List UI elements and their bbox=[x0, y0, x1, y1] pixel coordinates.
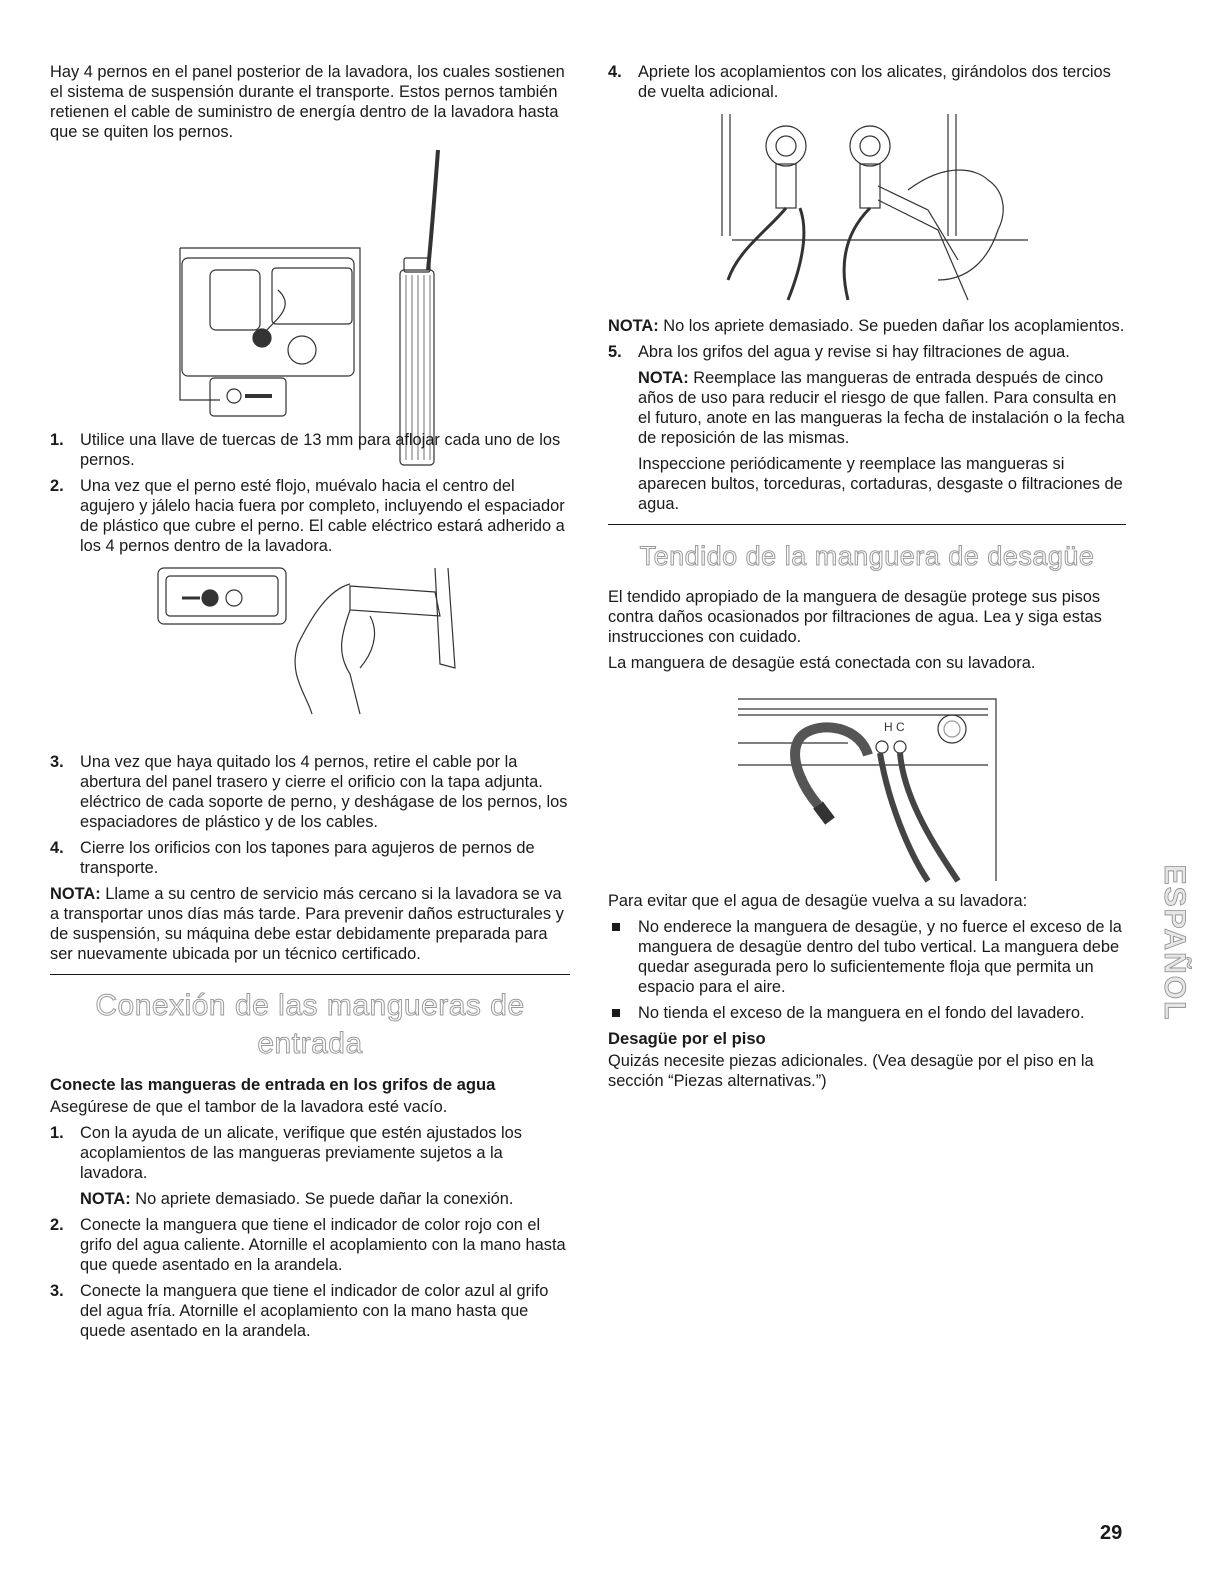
hot-cold-label: H C bbox=[884, 720, 905, 734]
floor-drain-heading: Desagüe por el piso bbox=[608, 1029, 766, 1048]
drain-intro-paragraph: El tendido apropiado de la manguera de desagüe protege sus pisos contra daños ocasionados por filtraciones de agua. Lea y siga estas instrucciones con cuidado. bbox=[608, 588, 1102, 646]
intro-paragraph: Hay 4 pernos en el panel posterior de la lavadora, los cuales sostienen el sistema de suspensión durante el transporte. Estos pernos también retienen el cable de suministro de energía dentro de la lavadora hasta que se quiten los pernos. bbox=[50, 63, 565, 141]
bolt-step: 2. Una vez que el perno esté flojo, muévalo hacia el centro del agujero y jálelo hacia fuera por completo, incluyendo el espaciador de plástico que cubre el perno. El cable eléctrico estará adherido a los 4 pernos dentro de la lavadora. bbox=[50, 477, 565, 555]
right-column bbox=[608, 62, 1126, 1097]
replace-hoses-note: NOTA: Reemplace las mangueras de entrada después de cinco años de uso para reducir el riesgo de que fallen. Para consulta en el futuro, anote en las mangueras la fecha de instalación o la fecha de reposición de las mismas. bbox=[638, 369, 1125, 447]
section-divider bbox=[50, 974, 570, 975]
bolt-step: 1. Utilice una llave de tuercas de 13 mm para aflojar cada uno de los pernos. bbox=[50, 431, 561, 469]
hose-step: 1. Con la ayuda de un alicate, verifique que estén ajustados los acoplamientos de las mangueras previamente sujetos a la lavadora. bbox=[50, 1124, 522, 1182]
bullet-icon bbox=[612, 923, 620, 931]
drain-connected-paragraph: La manguera de desagüe está conectada con su lavadora. bbox=[608, 654, 1036, 672]
pliers-tightening-illustration bbox=[608, 110, 1126, 306]
floor-drain-paragraph: Quizás necesite piezas adicionales. (Vea desagüe por el piso en la sección “Piezas alternativas.”) bbox=[608, 1052, 1094, 1090]
bolt-step: 4. Cierre los orificios con los tapones para agujeros de pernos de transporte. bbox=[50, 839, 535, 877]
hose-step: 5. Abra los grifos del agua y revise si hay filtraciones de agua. bbox=[608, 343, 1070, 361]
drum-empty-note: Asegúrese de que el tambor de la lavadora esté vacío. bbox=[50, 1098, 448, 1116]
bolt-step: 3. Una vez que haya quitado los 4 pernos, retire el cable por la abertura del panel trasero y cierre el orificio con la tapa adjunta. eléctrico de cada soporte de perno, y deshágase de los pernos, los espaciadores de plástico y de los cables. bbox=[50, 753, 568, 831]
inlet-hoses-section-title: Conexión de las mangueras de entrada bbox=[95, 989, 525, 1060]
drain-hose-illustration bbox=[608, 681, 1126, 881]
page-number: 29 bbox=[1100, 1522, 1123, 1544]
bullet-icon bbox=[612, 1009, 620, 1017]
prevent-backflow-intro: Para evitar que el agua de desagüe vuelva a su lavadora: bbox=[608, 892, 1028, 910]
left-column bbox=[50, 62, 570, 1347]
language-side-tab bbox=[1144, 812, 1191, 1074]
drain-hose-section-title: Tendido de la manguera de desagüe bbox=[639, 541, 1095, 571]
inspect-hoses-paragraph: Inspeccione periódicamente y reemplace las mangueras si aparecen bultos, torceduras, cortaduras, desgaste o filtraciones de agua. bbox=[638, 455, 1123, 513]
hose-step: 3. Conecte la manguera que tiene el indicador de color azul al grifo del agua fría. Atornille el acoplamiento con la mano hasta que quede asentado en la arandela. bbox=[50, 1282, 549, 1340]
hose-step: 2. Conecte la manguera que tiene el indicador de color rojo con el grifo del agua caliente. Atornille el acoplamiento con la mano hasta que quede asentado en la arandela. bbox=[50, 1216, 566, 1274]
side-tab-label: ESPAÑOL bbox=[1158, 864, 1191, 1022]
connect-hoses-subheading: Conecte las mangueras de entrada en los grifos de agua bbox=[50, 1075, 496, 1094]
transport-note: NOTA: Llame a su centro de servicio más cercano si la lavadora se va a transportar unos días más tarde. Para prevenir daños estructurales y de suspensión, su máquina debe estar debidamente preparada para ser nuevamente ubicada por un técnico certificado. bbox=[50, 885, 564, 963]
no-overtighten-note: NOTA: No los apriete demasiado. Se pueden dañar los acoplamientos. bbox=[608, 317, 1125, 335]
bolt-removal-illustration bbox=[50, 564, 570, 742]
hose-step-note: NOTA: No apriete demasiado. Se puede dañar la conexión. bbox=[80, 1190, 514, 1208]
hose-step: 4. Apriete los acoplamientos con los alicates, girándolos dos tercios de vuelta adicional. bbox=[608, 63, 1111, 101]
bullet-item: No enderece la manguera de desagüe, y no fuerce el exceso de la manguera de desagüe dentro del tubo vertical. La manguera debe quedar asegurada pero lo suficientemente floja que permita un espacio para el aire. bbox=[608, 917, 1126, 997]
bullet-item: No tienda el exceso de la manguera en el fondo del lavadero. bbox=[608, 1003, 1126, 1023]
section-divider bbox=[608, 524, 1126, 525]
bolt-panel-illustration bbox=[50, 150, 570, 420]
